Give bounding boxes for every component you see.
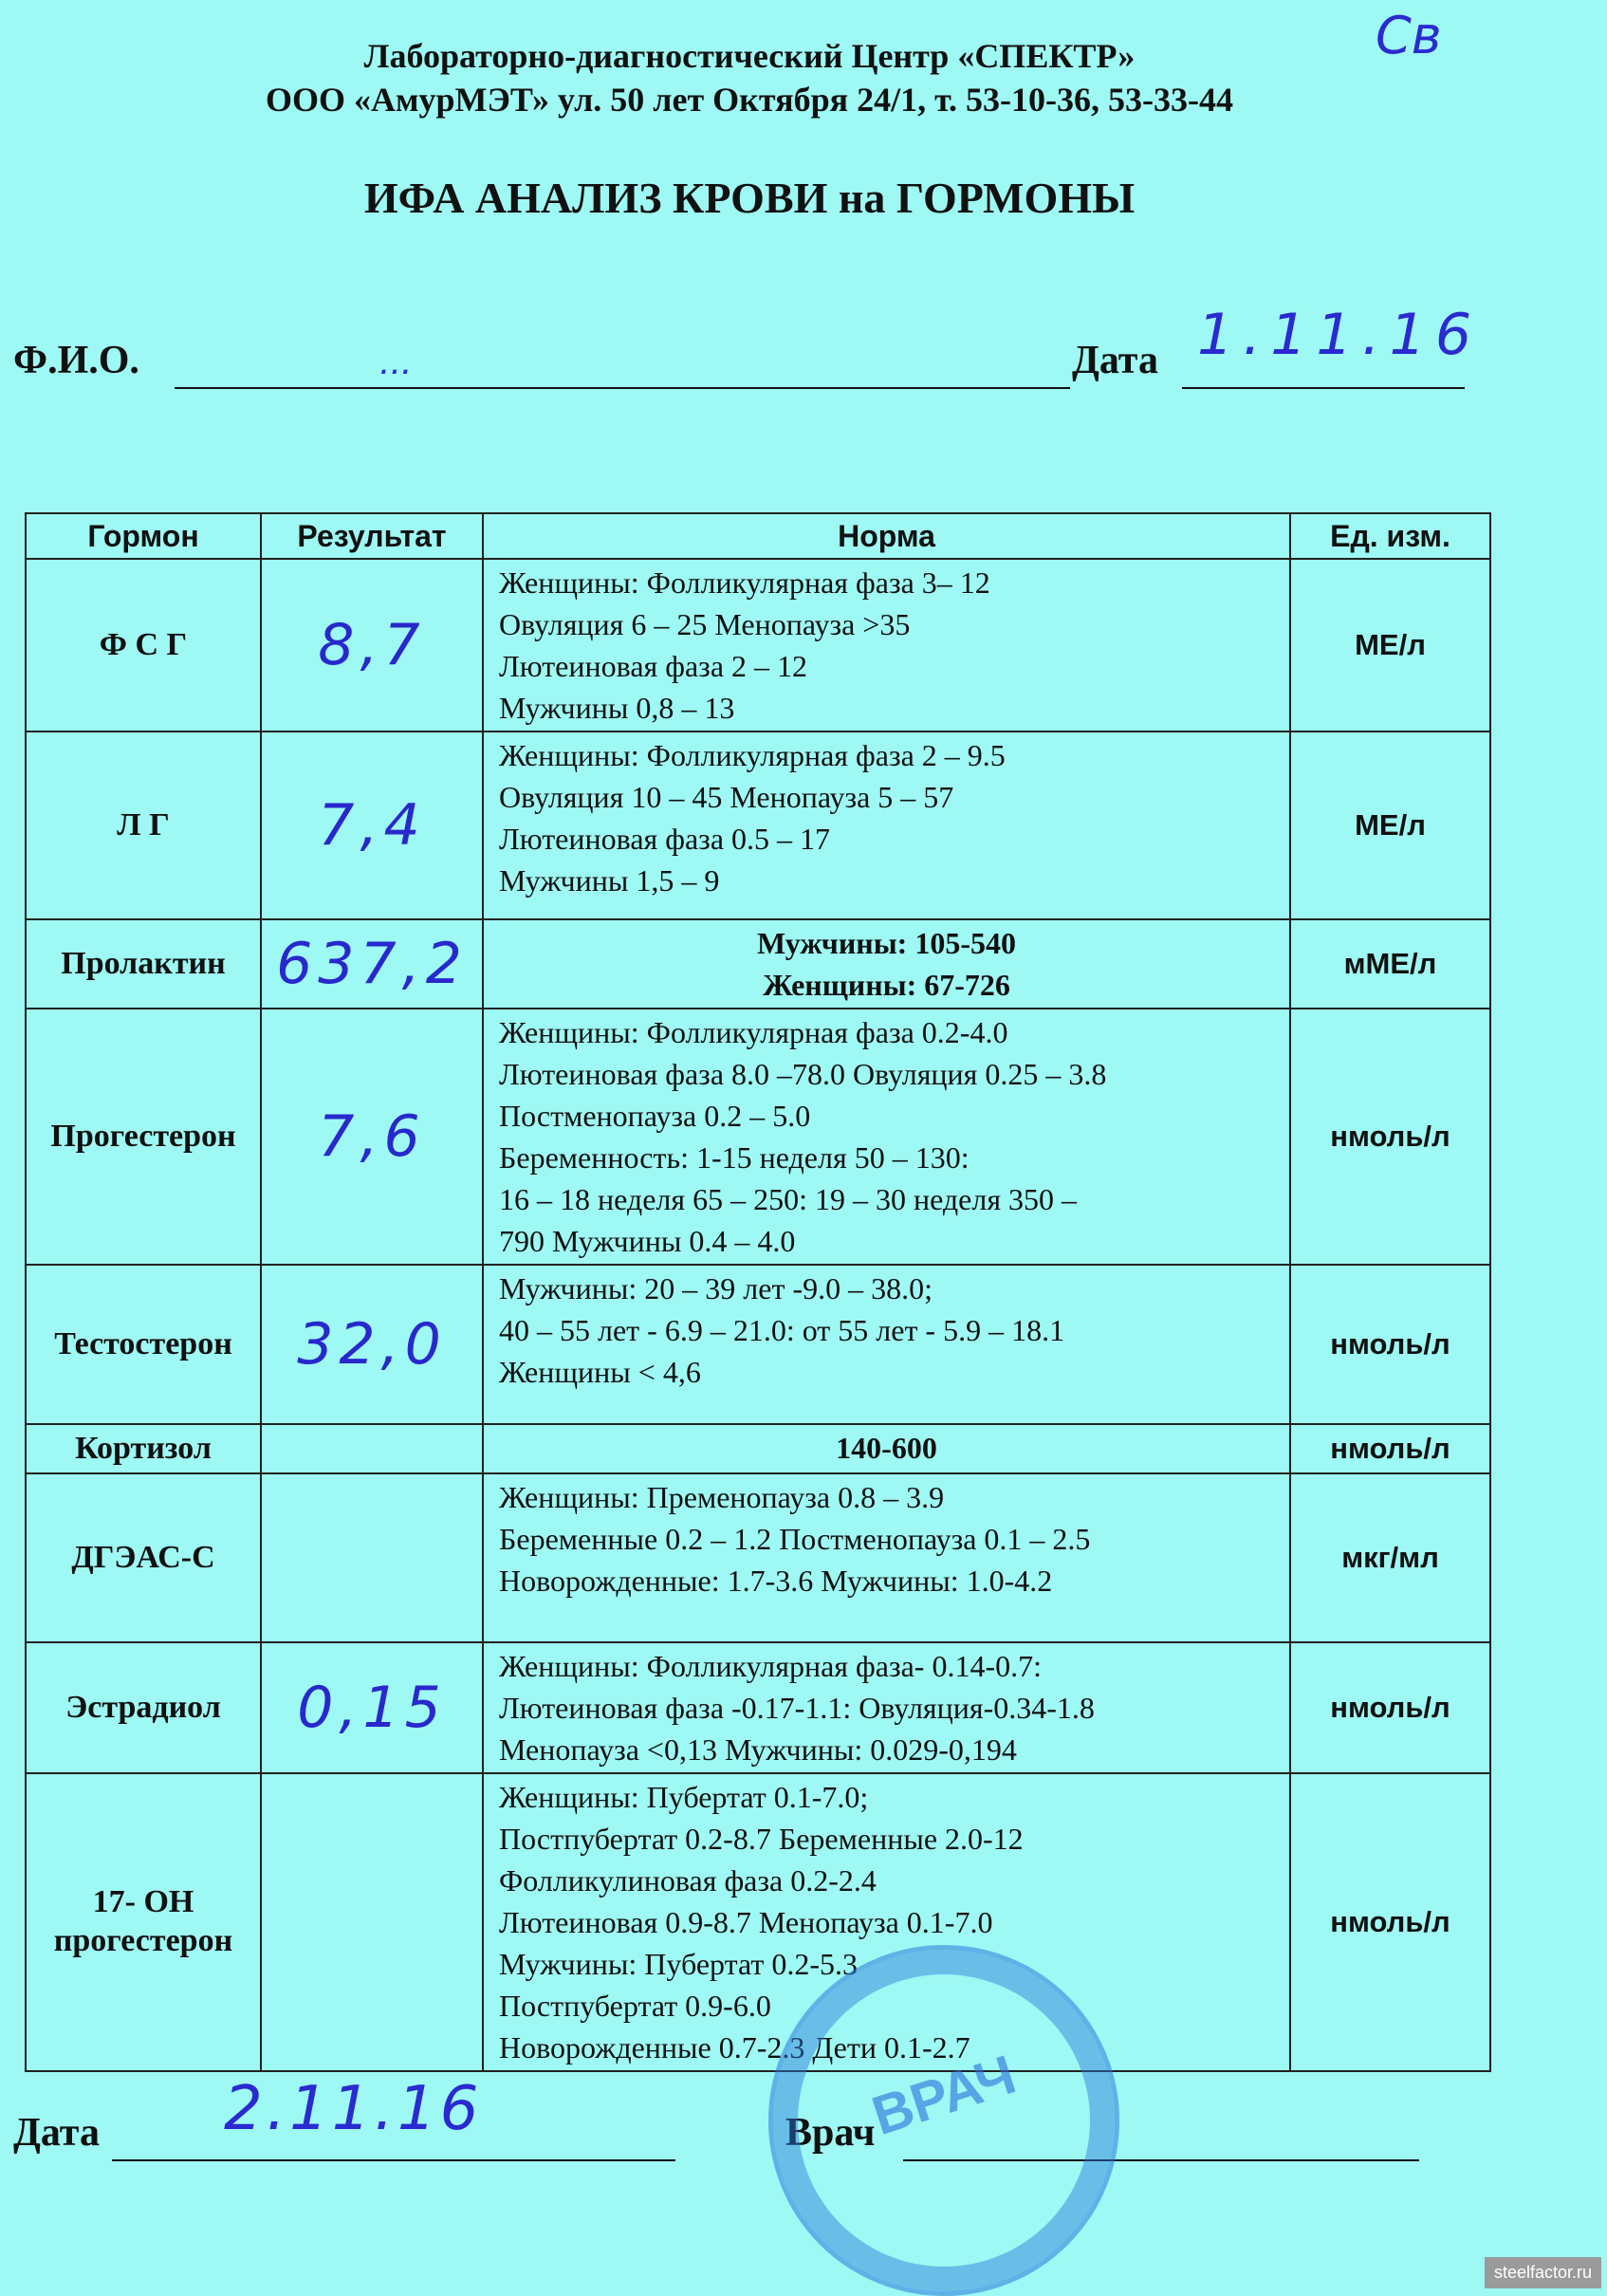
norm-cell	[483, 559, 1290, 731]
column-header-unit: Ед. изм.	[1290, 513, 1490, 559]
date-value: 1.11.16	[1197, 302, 1482, 368]
norm-line: Женщины: 67-726	[763, 968, 1010, 1002]
fio-value: ...	[379, 343, 413, 382]
norm-line: Овуляция 6 – 25 Менопауза >35	[499, 607, 911, 641]
norm-line: Женщины: Фолликулярная фаза 2 – 9.5	[499, 738, 1006, 772]
norm-line: Беременные 0.2 – 1.2 Постменопауза 0.1 – 2.5	[499, 1522, 1091, 1556]
unit: МЕ/л	[1290, 559, 1490, 731]
hormone-name: Прогестерон	[26, 1009, 261, 1265]
result-cell	[261, 1424, 483, 1473]
table-row	[26, 1773, 1490, 2071]
norm-line: Овуляция 10 – 45 Менопауза 5 – 57	[499, 780, 954, 814]
norm-line: Лютеиновая 0.9-8.7 Менопауза 0.1-7.0	[499, 1905, 993, 1939]
hormone-name: ДГЭАС-С	[26, 1473, 261, 1642]
hormone-name: Пролактин	[26, 919, 261, 1009]
table-row	[26, 1009, 1490, 1265]
table-row	[26, 1424, 1490, 1473]
norm-line: Женщины: Фолликулярная фаза 0.2-4.0	[499, 1015, 1008, 1049]
norm-line: Постпубертат 0.2-8.7 Беременные 2.0-12	[499, 1822, 1024, 1856]
hormone-name: Тестостерон	[26, 1265, 261, 1424]
norm-line: Постпубертат 0.9-6.0	[499, 1989, 771, 2023]
norm-line: Менопауза <0,13 Мужчины: 0.029-0,194	[499, 1732, 1017, 1767]
result-value: 8,7	[318, 612, 426, 678]
watermark: steelfactor.ru	[1485, 2257, 1601, 2288]
document-title: ИФА АНАЛИЗ КРОВИ на ГОРМОНЫ	[363, 174, 1136, 222]
norm-line: Лютеиновая фаза -0.17-1.1: Овуляция-0.34-1.8	[499, 1691, 1095, 1725]
norm-cell	[483, 1424, 1290, 1473]
result-value: 0,15	[297, 1675, 447, 1741]
doctor-label: Врач	[785, 2111, 876, 2155]
unit: мкг/мл	[1290, 1473, 1490, 1642]
result-cell	[261, 1473, 483, 1642]
result-cell	[261, 731, 483, 919]
fio-label: Ф.И.О.	[13, 339, 139, 382]
norm-cell	[483, 1642, 1290, 1773]
norm-line: 140-600	[836, 1431, 937, 1465]
result-value: 7,6	[318, 1103, 426, 1170]
lab-name: Лабораторно-диагностический Центр «СПЕКТР»	[363, 37, 1136, 75]
footer-date-value: 2.11.16	[224, 2074, 483, 2144]
norm-line: Мужчины 1,5 – 9	[499, 863, 720, 898]
fio-line	[175, 387, 1070, 389]
hormone-name: 17- ОН прогестерон	[26, 1773, 261, 2071]
unit: нмоль/л	[1290, 1642, 1490, 1773]
lab-address: ООО «АмурМЭТ» ул. 50 лет Октября 24/1, т. 53-10-36, 53-33-44	[265, 81, 1234, 119]
norm-line: Мужчины: 105-540	[757, 926, 1016, 960]
hormone-name: Л Г	[26, 731, 261, 919]
table-row	[26, 919, 1490, 1009]
corner-handwritten-mark: Св	[1376, 6, 1442, 65]
table-row	[26, 1473, 1490, 1642]
unit: нмоль/л	[1290, 1773, 1490, 2071]
hormone-name: Эстрадиол	[26, 1642, 261, 1773]
date-label: Дата	[1072, 339, 1158, 382]
doctor-stamp	[768, 1945, 1119, 2296]
norm-cell	[483, 919, 1290, 1009]
footer-date-line	[112, 2159, 675, 2161]
norm-line: Мужчины: 20 – 39 лет -9.0 – 38.0;	[499, 1271, 933, 1305]
norm-line: Фолликулиновая фаза 0.2-2.4	[499, 1863, 877, 1898]
norm-line: 16 – 18 неделя 65 – 250: 19 – 30 неделя 350 –	[499, 1182, 1078, 1216]
unit: нмоль/л	[1290, 1265, 1490, 1424]
table-row	[26, 1642, 1490, 1773]
table-row	[26, 559, 1490, 731]
norm-line: Лютеиновая фаза 0.5 – 17	[499, 822, 831, 856]
norm-line: Женщины < 4,6	[499, 1355, 701, 1389]
unit: мМЕ/л	[1290, 919, 1490, 1009]
hormone-name: Ф С Г	[26, 559, 261, 731]
result-cell	[261, 1773, 483, 2071]
hormone-name: Кортизол	[26, 1424, 261, 1473]
norm-cell	[483, 1009, 1290, 1265]
table-header-row	[26, 513, 1490, 559]
column-header-result: Результат	[261, 513, 483, 559]
result-value: 637,2	[276, 931, 468, 997]
norm-line: Женщины: Фолликулярная фаза- 0.14-0.7:	[499, 1649, 1042, 1683]
table-row	[26, 1265, 1490, 1424]
unit: нмоль/л	[1290, 1424, 1490, 1473]
result-cell	[261, 1009, 483, 1265]
unit: МЕ/л	[1290, 731, 1490, 919]
result-cell	[261, 1642, 483, 1773]
norm-line: Мужчины 0,8 – 13	[499, 691, 735, 725]
column-header-hormone: Гормон	[26, 513, 261, 559]
footer-date-label: Дата	[13, 2111, 100, 2155]
norm-line: Беременность: 1-15 неделя 50 – 130:	[499, 1140, 970, 1175]
norm-line: Новорожденные 0.7-2.3 Дети 0.1-2.7	[499, 2030, 970, 2065]
stamp-text: ВРАЧ	[864, 2043, 1024, 2148]
norm-line: Мужчины: Пубертат 0.2-5.3	[499, 1947, 858, 1981]
norm-cell	[483, 1265, 1290, 1424]
norm-line: Женщины: Пременопауза 0.8 – 3.9	[499, 1480, 945, 1514]
column-header-norm: Норма	[483, 513, 1290, 559]
result-cell	[261, 559, 483, 731]
norm-line: 40 – 55 лет - 6.9 – 21.0: от 55 лет - 5.9 – 18.1	[499, 1313, 1065, 1347]
result-value: 32,0	[297, 1311, 447, 1378]
date-line	[1182, 387, 1465, 389]
unit: нмоль/л	[1290, 1009, 1490, 1265]
norm-line: Лютеиновая фаза 8.0 –78.0 Овуляция 0.25 – 3.8	[499, 1057, 1107, 1091]
norm-line: Постменопауза 0.2 – 5.0	[499, 1099, 811, 1133]
result-cell	[261, 1265, 483, 1424]
norm-line: Лютеиновая фаза 2 – 12	[499, 649, 808, 683]
result-cell	[261, 919, 483, 1009]
hormone-results-table	[25, 512, 1491, 2072]
norm-line: Женщины: Фолликулярная фаза 3– 12	[499, 565, 990, 600]
norm-cell	[483, 731, 1290, 919]
norm-line: Женщины: Пубертат 0.1-7.0;	[499, 1780, 869, 1814]
norm-line: 790 Мужчины 0.4 – 4.0	[499, 1224, 796, 1258]
result-value: 7,4	[318, 792, 426, 859]
norm-cell	[483, 1473, 1290, 1642]
table-row	[26, 731, 1490, 919]
norm-line: Новорожденные: 1.7-3.6 Мужчины: 1.0-4.2	[499, 1564, 1053, 1598]
